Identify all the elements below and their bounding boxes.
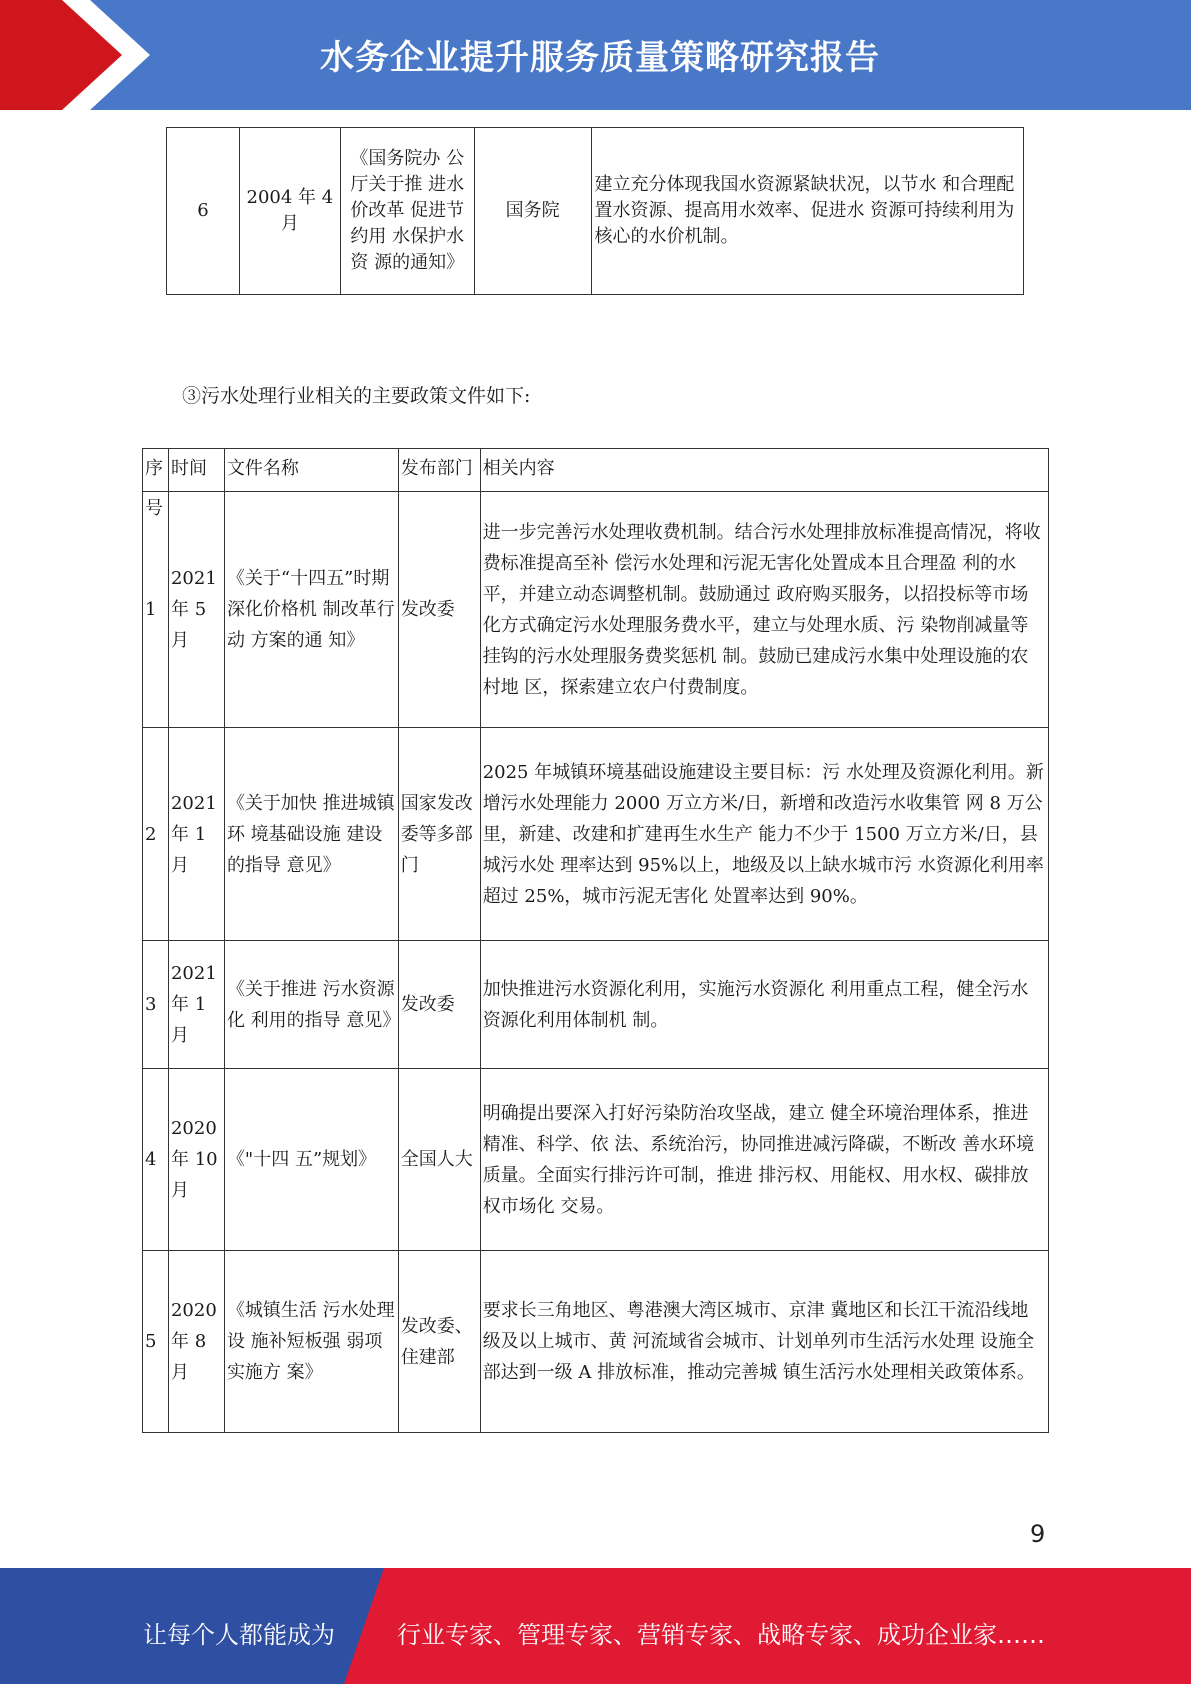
cell-date: 2021 年 1 月: [168, 941, 224, 1069]
page-footer: [0, 1568, 1191, 1684]
cell-dept: 发改委、 住建部: [398, 1251, 480, 1433]
cell-name: 《城镇生活 污水处理设 施补短板强 弱项实施方 案》: [224, 1251, 398, 1433]
cell-date: 2020 年 8 月: [168, 1251, 224, 1433]
cell-date: 2021 年 1 月: [168, 728, 224, 941]
cell-name: 《关于加快 推进城镇环 境基础设施 建设的指导 意见》: [224, 728, 398, 941]
table-row: [143, 728, 1049, 941]
cell-content: 明确提出要深入打好污染防治攻坚战，建立 健全环境治理体系，推进精准、科学、依 法、系统治污，协同推进减污降碳，不断改 善水环境质量。全面实行排污许可制，推进 排污权、用能权、用水权、碳排放权市场化 交易。: [480, 1069, 1048, 1251]
header-date: 时间: [168, 449, 224, 492]
header-arrow-accent: [0, 0, 160, 110]
cell-content: 建立充分体现我国水资源紧缺状况，以节水 和合理配置水资源、提高用水效率、促进水 资源可持续利用为核心的水价机制。: [591, 128, 1023, 295]
cell-dept: 国务院: [474, 128, 591, 295]
table-row: [143, 1251, 1049, 1433]
report-title: 水务企业提升服务质量策略研究报告: [320, 38, 880, 78]
cell-content: 进一步完善污水处理收费机制。结合污水处理排放标准提高情况，将收费标准提高至补 偿污水处理和污泥无害化处置成本且合理盈 利的水平，并建立动态调整机制。鼓励通过 政府购买服务，以招投标等市场化方式确定污水处理服务费水平，建立与处理水质、污 染物削减量等挂钩的污水处理服务费奖惩机 制。鼓励已建成污水集中处理设施的农村地 区，探索建立农户付费制度。: [480, 492, 1048, 728]
cell-dept: 国家发改 委等多部 门: [398, 728, 480, 941]
header-no: 序号: [143, 449, 169, 492]
cell-content: 2025 年城镇环境基础设施建设主要目标：污 水处理及资源化利用。新增污水处理能力 2000 万立方米/日，新增和改造污水收集管 网 8 万公里，新建、改建和扩建再生水生产 能力不少于 1500 万立方米/日，县城污水处 理率达到 95%以上，地级及以上缺水城市污 水资源化利用率超过 25%，城市污泥无害化 处置率达到 90%。: [480, 728, 1048, 941]
cell-date: 2021 年 5 月: [168, 492, 224, 728]
cell-no: 2: [143, 728, 169, 941]
cell-name: 《"十四 五”规划》: [224, 1069, 398, 1251]
cell-no: 4: [143, 1069, 169, 1251]
cell-name: 《关于“十四五”时期 深化价格机 制改革行动 方案的通 知》: [224, 492, 398, 728]
sewage-policy-table: [142, 448, 1049, 1433]
footer-slogan-right: 行业专家、管理专家、营销专家、战略专家、成功企业家……: [397, 1621, 1045, 1649]
cell-dept: 全国人大: [398, 1069, 480, 1251]
header-dept: 发布部门: [398, 449, 480, 492]
table-row: [143, 941, 1049, 1069]
page-header: [0, 0, 1191, 110]
cell-dept: 发改委: [398, 941, 480, 1069]
policy-table-continued: [166, 127, 1024, 295]
cell-no: 1: [143, 492, 169, 728]
table-header-row: [143, 449, 1049, 492]
table-row: [143, 1069, 1049, 1251]
header-name: 文件名称: [224, 449, 398, 492]
header-content: 相关内容: [480, 449, 1048, 492]
cell-content: 要求长三角地区、粤港澳大湾区城市、京津 冀地区和长江干流沿线地级及以上城市、黄 河流域省会城市、计划单列市生活污水处理 设施全部达到一级 A 排放标准，推动完善城 镇生活污水处理相关政策体系。: [480, 1251, 1048, 1433]
cell-no: 5: [143, 1251, 169, 1433]
table-row: [143, 492, 1049, 728]
cell-date: 2020 年 10 月: [168, 1069, 224, 1251]
section-intro: ③污水处理行业相关的主要政策文件如下:: [182, 385, 531, 407]
footer-slogan-left: 让每个人都能成为: [143, 1621, 335, 1649]
cell-content: 加快推进污水资源化利用，实施污水资源化 利用重点工程，健全污水资源化利用体制机 制。: [480, 941, 1048, 1069]
cell-name: 《国务院办 公厅关于推 进水价改革 促进节约用 水保护水资 源的通知》: [340, 128, 474, 295]
cell-name: 《关于推进 污水资源化 利用的指导 意见》: [224, 941, 398, 1069]
cell-no: 3: [143, 941, 169, 1069]
cell-no: 6: [167, 128, 240, 295]
page-number: 9: [1030, 1520, 1046, 1548]
cell-dept: 发改委: [398, 492, 480, 728]
table-row: [167, 128, 1024, 295]
cell-date: 2004 年 4 月: [239, 128, 340, 295]
